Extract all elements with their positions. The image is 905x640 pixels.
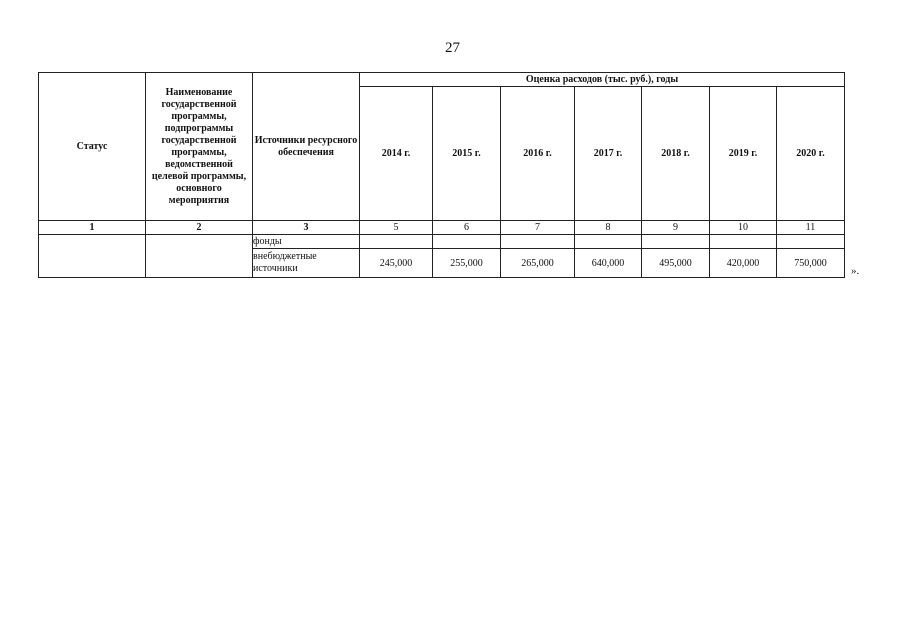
index-cell: 5: [360, 221, 433, 235]
header-year: 2016 г.: [501, 87, 575, 221]
closing-quote-mark: ».: [851, 265, 860, 277]
value-cell: 750,000: [777, 249, 845, 278]
header-year: 2014 г.: [360, 87, 433, 221]
header-year: 2015 г.: [433, 87, 501, 221]
header-row-top: [39, 73, 845, 87]
value-cell: 245,000: [360, 249, 433, 278]
source-cell: внебюджетные источники: [253, 249, 360, 278]
index-cell: 1: [39, 221, 146, 235]
header-year: 2018 г.: [642, 87, 710, 221]
index-cell: 6: [433, 221, 501, 235]
value-cell: [501, 235, 575, 249]
value-cell: 495,000: [642, 249, 710, 278]
status-cell: [39, 235, 146, 278]
index-row: [39, 221, 845, 235]
header-year: 2019 г.: [710, 87, 777, 221]
value-cell: [642, 235, 710, 249]
index-cell: 9: [642, 221, 710, 235]
source-cell: фонды: [253, 235, 360, 249]
index-cell: 11: [777, 221, 845, 235]
index-cell: 8: [575, 221, 642, 235]
header-program-name: Наименование государственной программы, подпрограммы государственной программы, ведомственной целевой программы, основного мероприятия: [146, 73, 253, 221]
value-cell: 420,000: [710, 249, 777, 278]
budget-table: [38, 72, 845, 278]
index-cell: 10: [710, 221, 777, 235]
page-number: 27: [445, 40, 460, 56]
value-cell: [777, 235, 845, 249]
value-cell: 255,000: [433, 249, 501, 278]
header-status: Статус: [39, 73, 146, 221]
table-row-fondy: [39, 235, 845, 249]
header-estimate: Оценка расходов (тыс. руб.), годы: [360, 73, 845, 87]
header-year: 2017 г.: [575, 87, 642, 221]
value-cell: [575, 235, 642, 249]
index-cell: 3: [253, 221, 360, 235]
value-cell: 640,000: [575, 249, 642, 278]
value-cell: [710, 235, 777, 249]
value-cell: [360, 235, 433, 249]
value-cell: [433, 235, 501, 249]
header-sources: Источники ресурсного обеспечения: [253, 73, 360, 221]
value-cell: 265,000: [501, 249, 575, 278]
index-cell: 7: [501, 221, 575, 235]
program-name-cell: [146, 235, 253, 278]
index-cell: 2: [146, 221, 253, 235]
header-year: 2020 г.: [777, 87, 845, 221]
